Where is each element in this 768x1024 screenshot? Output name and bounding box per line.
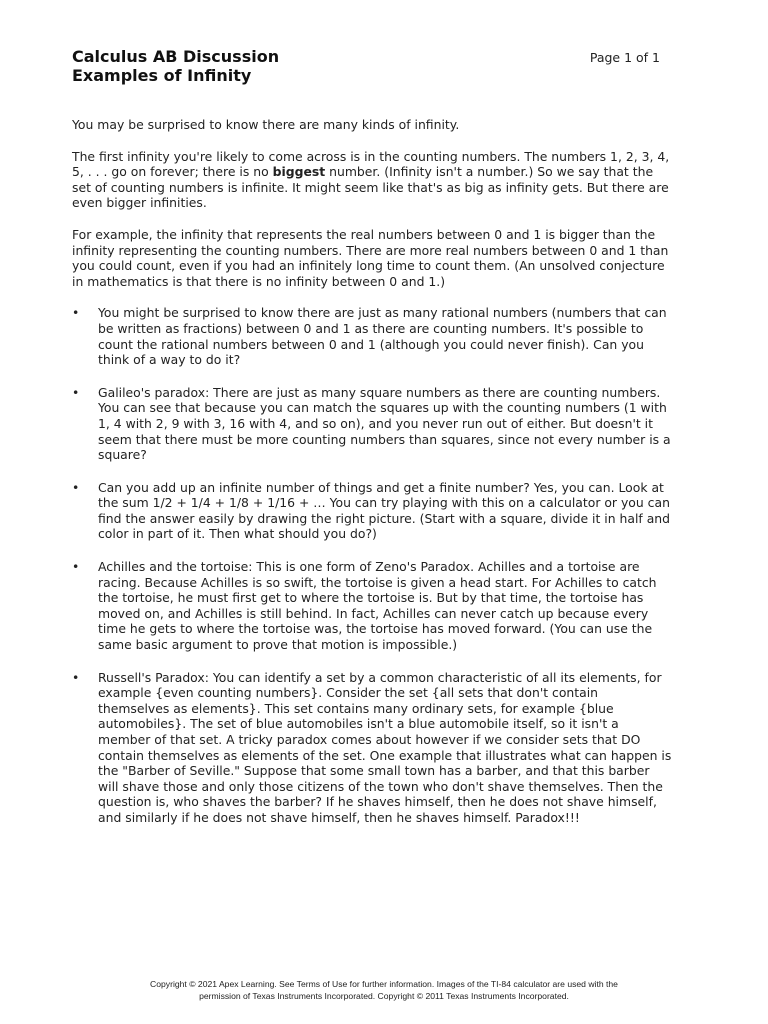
list-item: [72, 480, 672, 542]
document-page: [72, 47, 672, 843]
footer-line-2: permission of Texas Instruments Incorporated. Copyright © 2011 Texas Instruments Incorporated.: [199, 991, 569, 1001]
title-line-1: Calculus AB Discussion: [72, 47, 280, 66]
footer-line-1: Copyright © 2021 Apex Learning. See Terms of Use for further information. Images of the TI-84 calculator are used with the: [150, 979, 618, 989]
list-item: [72, 559, 672, 653]
list-item: [72, 305, 672, 367]
intro-paragraph-1: You may be surprised to know there are many kinds of infinity.: [72, 117, 460, 132]
bullet-icon: •: [72, 479, 80, 495]
paragraph-text: number. (Infinity isn't a number.) So we say that the set of counting numbers is infinite. It might seem like that's as big as infinity gets. But there are even bigger infinities.: [72, 164, 669, 211]
list-item-text: Can you add up an infinite number of things and get a finite number? Yes, you can. Look at the sum 1/2 + 1/4 + 1/8 + 1/16 + … You can try playing with this on a calculator or you can find the answer easily by drawing the right picture. (Start with a square, divide it in half and color in part of it. Then what should you do?): [98, 479, 671, 542]
bullet-icon: •: [72, 669, 80, 685]
bullet-icon: •: [72, 384, 80, 400]
page-number: Page 1 of 1: [589, 50, 660, 65]
bullet-icon: •: [72, 305, 80, 321]
list-item: [72, 670, 672, 826]
document-title: [72, 47, 672, 85]
examples-list: [72, 305, 672, 825]
bullet-icon: •: [72, 559, 80, 575]
list-item-text: Achilles and the tortoise: This is one form of Zeno's Paradox. Achilles and a tortoise are racing. Because Achilles is so swift, the tortoise is given a head start. For Achilles to catch the tortoise, he must first get to where the tortoise is. But by that time, the tortoise has moved on, and Achilles is still behind. In fact, Achilles can never catch up because every time he gets to where the tortoise was, the tortoise has moved forward. (You can use the same basic argument to prove that motion is impossible.): [98, 559, 657, 653]
intro-paragraph-3: For example, the infinity that represents the real numbers between 0 and 1 is bigger than the infinity representing the counting numbers. There are more real numbers between 0 and 1 than you could count, even if you had an infinitely long time to count them. (An unsolved conjecture in mathematics is that there is no infinity between 0 and 1.): [72, 226, 669, 289]
list-item-text: Russell's Paradox: You can identify a set by a common characteristic of all its elements, for example {even counting numbers}. Consider the set {all sets that don't contain themselves as elements}. This set contains many ordinary sets, for example {blue automobiles}. The set of blue automobiles isn't a blue automobile itself, so it isn't a member of that set. A tricky paradox comes about however if we consider sets that DO contain themselves as elements of the set. One example that illustrates what can happen is the "Barber of Seville." Suppose that some small town has a barber, and that this barber will shave those and only those citizens of the town who don't shave themselves. Then the question is, who shaves the barber? If he shaves himself, then he does not shave himself, and similarly if he does not shave himself, then he shaves himself. Paradox!!!: [98, 669, 672, 825]
title-line-2: Examples of Infinity: [72, 66, 252, 85]
copyright-footer: [100, 978, 668, 1002]
list-item-text: You might be surprised to know there are just as many rational numbers (numbers that can be written as fractions) between 0 and 1 as there are counting numbers. It's possible to count the rational numbers between 0 and 1 (although you could never finish). Can you think of a way to do it?: [98, 305, 667, 368]
paragraph-text: The first infinity you're likely to come across is in the counting numbers. The numbers 1, 2, 3, 4, 5, . . . go on forever; there is no: [72, 148, 670, 180]
list-item-text: Galileo's paradox: There are just as many square numbers as there are counting numbers. You can see that because you can match the squares up with the counting numbers (1 with 1, 4 with 2, 9 with 3, 16 with 4, and so on), and you never run out of either. But doesn't it seem that there must be more counting numbers than squares, since not every number is a square?: [98, 384, 671, 463]
document-body: [72, 117, 672, 826]
document-header: [72, 47, 672, 117]
emphasis-biggest: biggest: [272, 164, 326, 180]
list-item: [72, 385, 672, 463]
intro-paragraph-2: [72, 149, 672, 211]
